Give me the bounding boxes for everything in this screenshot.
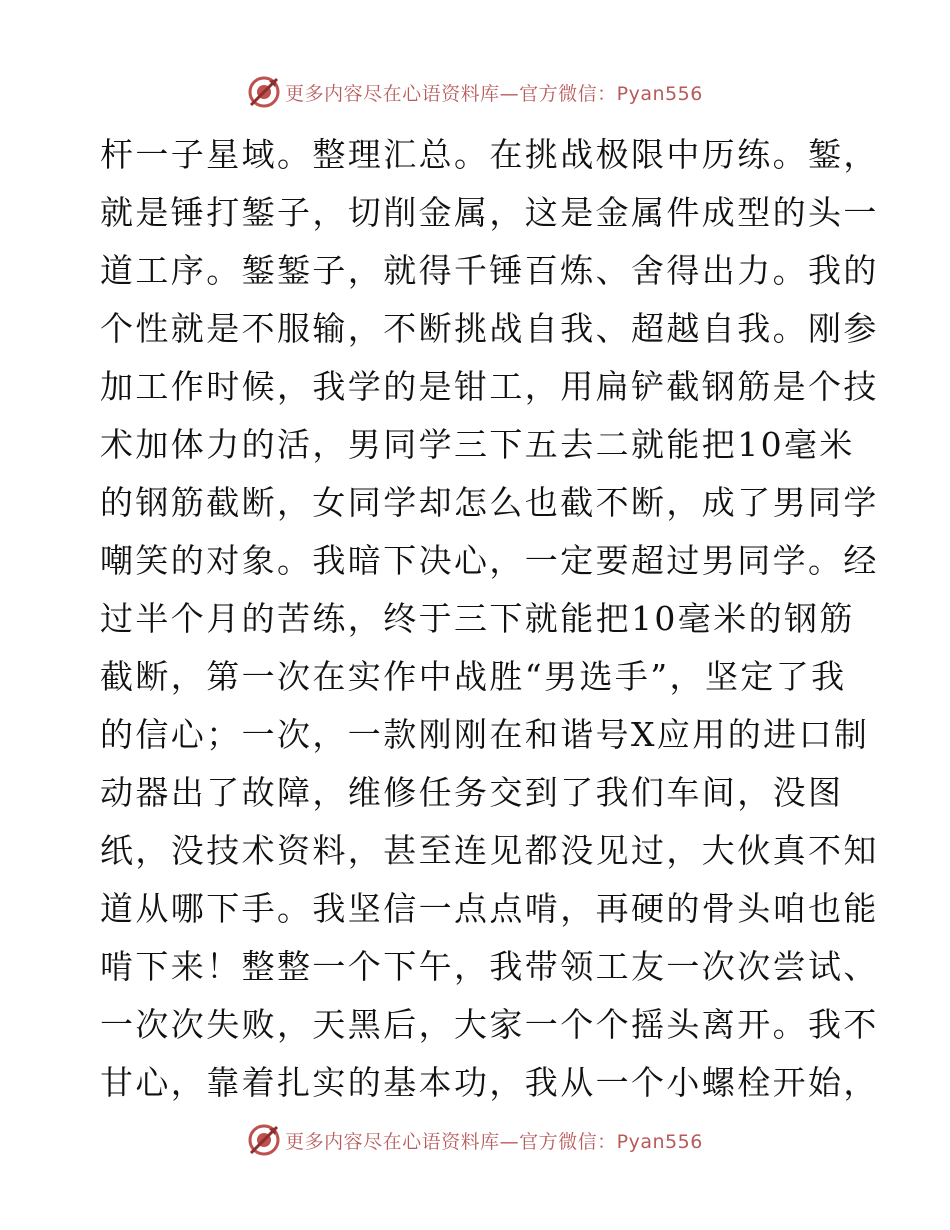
body-line: 的钢筋截断，女同学却怎么也截不断，成了男同学 — [100, 483, 879, 522]
body-line: 动器出了故障，维修任务交到了我们车间，没图 — [100, 773, 844, 812]
body-line: 啃下来！整整一个下午，我带领工友一次次尝试、 — [100, 947, 879, 986]
logo-icon — [247, 1123, 281, 1157]
body-line: 嘲笑的对象。我暗下决心，一定要超过男同学。经 — [100, 541, 879, 580]
body-line: 道工序。錾錾子，就得千锤百炼、舍得出力。我的 — [100, 251, 879, 290]
footer-watermark-text: 更多内容尽在心语资料库—官方微信：Pyan556 — [285, 1130, 703, 1153]
body-line: 术加体力的活，男同学三下五去二就能把10毫米 — [100, 425, 855, 464]
body-line: 甘心，靠着扎实的基本功，我从一个小螺栓开始， — [100, 1063, 879, 1102]
body-line: 截断，第一次在实作中战胜“男选手”，坚定了我 — [100, 657, 847, 696]
body-line: 纸，没技术资料，甚至连见都没见过，大伙真不知 — [100, 831, 879, 870]
footer-watermark — [0, 1118, 950, 1162]
header-watermark — [0, 70, 950, 114]
header-watermark-text: 更多内容尽在心语资料库—官方微信：Pyan556 — [285, 82, 703, 105]
body-line: 过半个月的苦练，终于三下就能把10毫米的钢筋 — [100, 599, 855, 638]
document-body — [100, 126, 879, 1112]
body-line: 杆一子星域。整理汇总。在挑战极限中历练。錾， — [100, 135, 879, 174]
body-line: 就是锤打錾子，切削金属，这是金属件成型的头一 — [100, 193, 879, 232]
body-line: 个性就是不服输，不断挑战自我、超越自我。刚参 — [100, 309, 879, 348]
body-line: 的信心；一次，一款刚刚在和谐号X应用的进口制 — [100, 715, 870, 754]
body-line: 加工作时候，我学的是钳工，用扁铲截钢筋是个技 — [100, 367, 879, 406]
body-line: 一次次失败，天黑后，大家一个个摇头离开。我不 — [100, 1005, 879, 1044]
logo-icon — [247, 75, 281, 109]
body-line: 道从哪下手。我坚信一点点啃，再硬的骨头咱也能 — [100, 889, 879, 928]
